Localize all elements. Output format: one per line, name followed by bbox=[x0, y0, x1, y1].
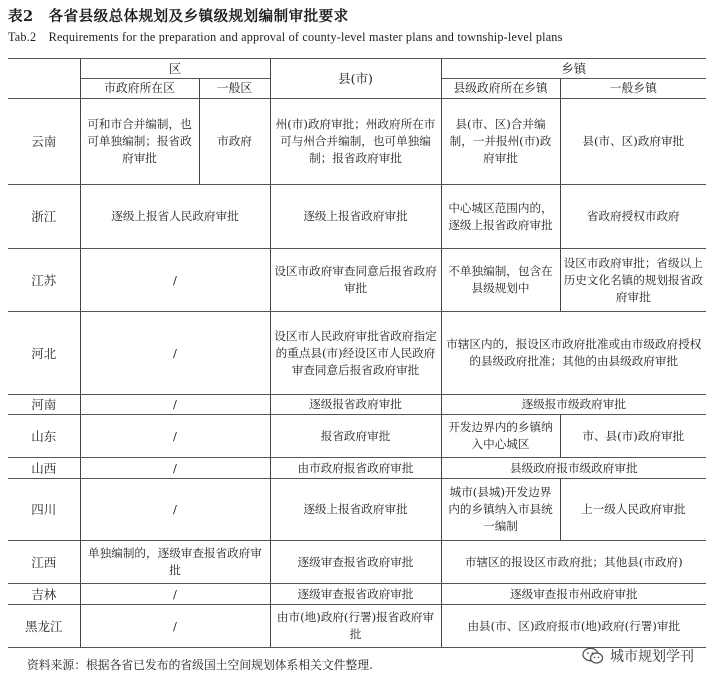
township-general-cell: 市、县(市)政府审批 bbox=[560, 415, 706, 458]
district-seat-cell: 可和市合并编制，也可单独编制；报省政府审批 bbox=[80, 99, 199, 185]
province-cell: 江西 bbox=[8, 541, 80, 584]
header-district-seat: 市政府所在区 bbox=[80, 79, 199, 99]
province-cell: 河南 bbox=[8, 395, 80, 415]
township-cell: 逐级报市级政府审批 bbox=[441, 395, 706, 415]
table-subtitle: Tab.2 Requirements for the preparation and approval of county-level master plans and township-level plans bbox=[8, 30, 563, 44]
district-general-cell: 市政府 bbox=[199, 99, 270, 185]
province-cell: 四川 bbox=[8, 479, 80, 541]
township-cell: 由县(市、区)政府报市(地)政府(行署)审批 bbox=[441, 605, 706, 648]
district-cell: / bbox=[80, 458, 270, 479]
table-row bbox=[8, 249, 706, 312]
county-cell: 设区市人民政府审批省政府指定的重点县(市)经设区市人民政府审查同意后报省政府审批 bbox=[270, 312, 441, 395]
header-district-general: 一般区 bbox=[199, 79, 270, 99]
header-district: 区 bbox=[80, 59, 270, 79]
district-cell: / bbox=[80, 584, 270, 605]
county-cell: 由市(地)政府(行署)报省政府审批 bbox=[270, 605, 441, 648]
district-cell: 单独编制的，逐级审查报省政府审批 bbox=[80, 541, 270, 584]
county-cell: 报省政府审批 bbox=[270, 415, 441, 458]
township-seat-cell: 开发边界内的乡镇纳入中心城区 bbox=[441, 415, 560, 458]
table-row bbox=[8, 395, 706, 415]
table-row bbox=[8, 605, 706, 648]
province-cell: 吉林 bbox=[8, 584, 80, 605]
district-cell: / bbox=[80, 249, 270, 312]
province-cell: 黑龙江 bbox=[8, 605, 80, 648]
header-township-seat: 县级政府所在乡镇 bbox=[441, 79, 560, 99]
header-township-general: 一般乡镇 bbox=[560, 79, 706, 99]
table-row bbox=[8, 479, 706, 541]
province-cell: 山西 bbox=[8, 458, 80, 479]
district-cell: / bbox=[80, 605, 270, 648]
province-cell: 浙江 bbox=[8, 185, 80, 249]
wechat-icon bbox=[582, 647, 604, 665]
county-cell: 设区市政府审查同意后报省政府审批 bbox=[270, 249, 441, 312]
table-row bbox=[8, 185, 706, 249]
county-cell: 州(市)政府审批；州政府所在市可与州合并编制，也可单独编制；报省政府审批 bbox=[270, 99, 441, 185]
table-row bbox=[8, 584, 706, 605]
township-seat-cell: 城市(县城)开发边界内的乡镇纳入市县统一编制 bbox=[441, 479, 560, 541]
township-general-cell: 省政府授权市政府 bbox=[560, 185, 706, 249]
county-cell: 逐级审查报省政府审批 bbox=[270, 584, 441, 605]
province-cell: 江苏 bbox=[8, 249, 80, 312]
table-row bbox=[8, 541, 706, 584]
township-seat-cell: 县(市、区)合并编制，一并报州(市)政府审批 bbox=[441, 99, 560, 185]
watermark bbox=[582, 643, 694, 669]
source-footnote: 资料来源：根据各省已发布的省级国土空间规划体系相关文件整理. bbox=[27, 658, 373, 672]
township-cell: 市辖区的报设区市政府批；其他县(市政府) bbox=[441, 541, 706, 584]
county-cell: 逐级上报省政府审批 bbox=[270, 479, 441, 541]
county-cell: 由市政府报省政府审批 bbox=[270, 458, 441, 479]
county-cell: 逐级审查报省政府审批 bbox=[270, 541, 441, 584]
district-cell: / bbox=[80, 479, 270, 541]
table-row bbox=[8, 415, 706, 458]
township-seat-cell: 中心城区范围内的，逐级上报省政府审批 bbox=[441, 185, 560, 249]
district-cell: / bbox=[80, 312, 270, 395]
township-cell: 市辖区内的，报设区市政府批准或由市级政府授权的县级政府批准；其他的由县级政府审批 bbox=[441, 312, 706, 395]
township-general-cell: 设区市政府审批；省级以上历史文化名镇的规划报省政府审批 bbox=[560, 249, 706, 312]
township-seat-cell: 不单独编制，包含在县级规划中 bbox=[441, 249, 560, 312]
county-cell: 逐级报省政府审批 bbox=[270, 395, 441, 415]
table-row bbox=[8, 458, 706, 479]
table-row bbox=[8, 312, 706, 395]
county-cell: 逐级上报省政府审批 bbox=[270, 185, 441, 249]
header-county: 县(市) bbox=[270, 59, 441, 99]
province-cell: 云南 bbox=[8, 99, 80, 185]
table-title: 表2 各省县级总体规划及乡镇级规划编制审批要求 bbox=[8, 8, 349, 25]
township-general-cell: 上一级人民政府审批 bbox=[560, 479, 706, 541]
district-cell: / bbox=[80, 415, 270, 458]
township-general-cell: 县(市、区)政府审批 bbox=[560, 99, 706, 185]
approval-table bbox=[8, 58, 706, 648]
province-cell: 河北 bbox=[8, 312, 80, 395]
district-cell: 逐级上报省人民政府审批 bbox=[80, 185, 270, 249]
table-row bbox=[8, 99, 706, 185]
watermark-text: 城市规划学刊 bbox=[610, 649, 694, 665]
township-cell: 逐级审查报市州政府审批 bbox=[441, 584, 706, 605]
district-cell: / bbox=[80, 395, 270, 415]
header-row-1 bbox=[8, 59, 706, 79]
township-cell: 县级政府报市级政府审批 bbox=[441, 458, 706, 479]
header-township: 乡镇 bbox=[441, 59, 706, 79]
province-cell: 山东 bbox=[8, 415, 80, 458]
header-corner bbox=[8, 59, 80, 99]
